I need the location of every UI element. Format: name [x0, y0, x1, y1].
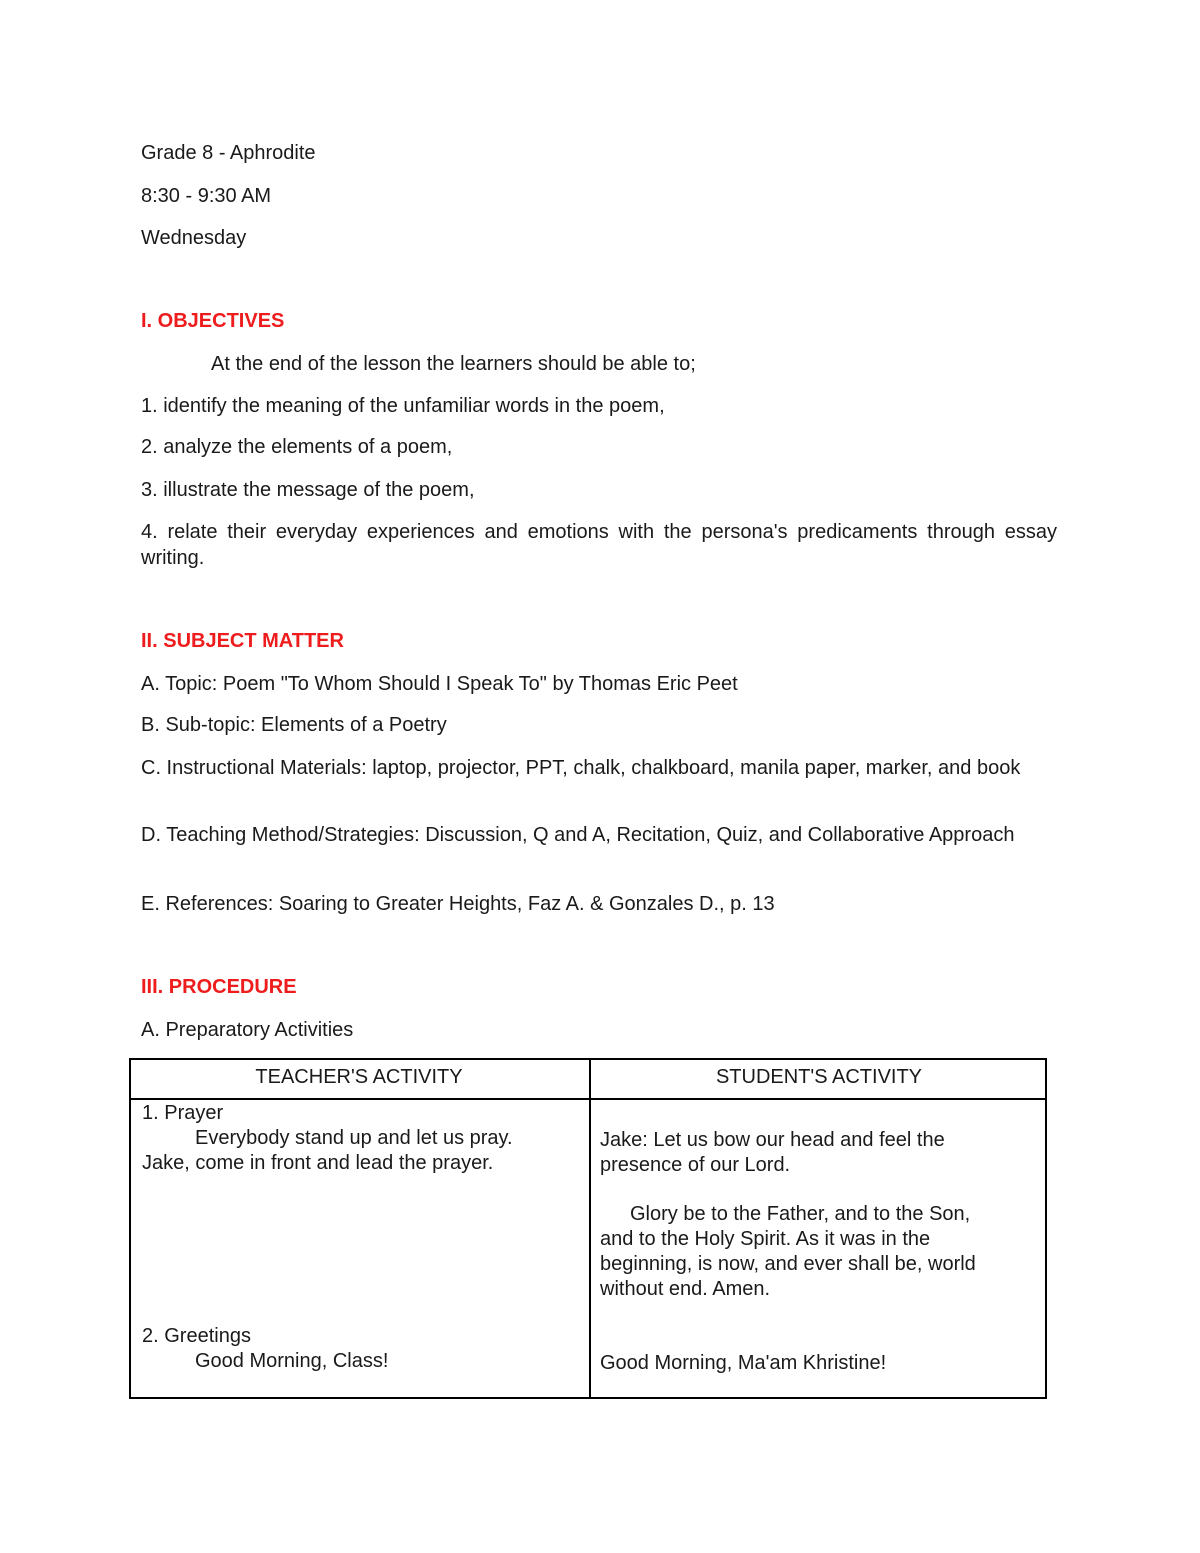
preparatory-activities-label: A. Preparatory Activities [141, 1019, 354, 1041]
objective-item: 3. illustrate the message of the poem, [141, 479, 475, 501]
teacher-activity-header: TEACHER'S ACTIVITY [255, 1066, 463, 1088]
objectives-intro: At the end of the lesson the learners should be able to; [211, 353, 696, 375]
greetings-title: 2. Greetings [142, 1325, 251, 1347]
prayer-student-line: and to the Holy Spirit. As it was in the [600, 1228, 931, 1250]
greetings-teacher-line: Good Morning, Class! [195, 1350, 389, 1372]
prayer-teacher-line: Everybody stand up and let us pray. [195, 1127, 513, 1149]
subject-topic: A. Topic: Poem "To Whom Should I Speak To" by Thomas Eric Peet [141, 673, 738, 695]
column-divider [589, 1060, 591, 1397]
prayer-student-line: without end. Amen. [600, 1278, 771, 1300]
prayer-student-line: presence of our Lord. [600, 1154, 791, 1176]
subject-methods: D. Teaching Method/Strategies: Discussion, Q and A, Recitation, Quiz, and Collaborative Approach [141, 824, 1015, 846]
subject-matter-heading: II. SUBJECT MATTER [141, 630, 344, 652]
subject-subtopic: B. Sub-topic: Elements of a Poetry [141, 714, 447, 736]
class-time: 8:30 - 9:30 AM [141, 185, 272, 207]
subject-references: E. References: Soaring to Greater Heights, Faz A. & Gonzales D., p. 13 [141, 893, 775, 915]
objective-item: 1. identify the meaning of the unfamiliar words in the poem, [141, 395, 665, 417]
objectives-heading: I. OBJECTIVES [141, 310, 285, 332]
prayer-student-line: beginning, is now, and ever shall be, world [600, 1253, 976, 1275]
student-activity-header: STUDENT'S ACTIVITY [715, 1066, 923, 1088]
prayer-teacher-line: Jake, come in front and lead the prayer. [142, 1152, 494, 1174]
prayer-title: 1. Prayer [142, 1102, 224, 1124]
objective-item: 4. relate their everyday experiences and emotions with the persona's predicaments through essay writing. [141, 521, 1057, 569]
prayer-student-line: Jake: Let us bow our head and feel the [600, 1129, 945, 1151]
procedure-heading: III. PROCEDURE [141, 976, 297, 998]
class-day: Wednesday [141, 227, 247, 249]
activities-table [129, 1058, 1047, 1399]
header-divider [131, 1098, 1045, 1100]
prayer-student-line: Glory be to the Father, and to the Son, [630, 1203, 971, 1225]
greetings-student-line: Good Morning, Ma'am Khristine! [600, 1352, 887, 1374]
objective-item: 2. analyze the elements of a poem, [141, 436, 453, 458]
grade-section: Grade 8 - Aphrodite [141, 142, 316, 164]
subject-materials: C. Instructional Materials: laptop, projector, PPT, chalk, chalkboard, manila paper, marker, and book [141, 757, 1021, 779]
